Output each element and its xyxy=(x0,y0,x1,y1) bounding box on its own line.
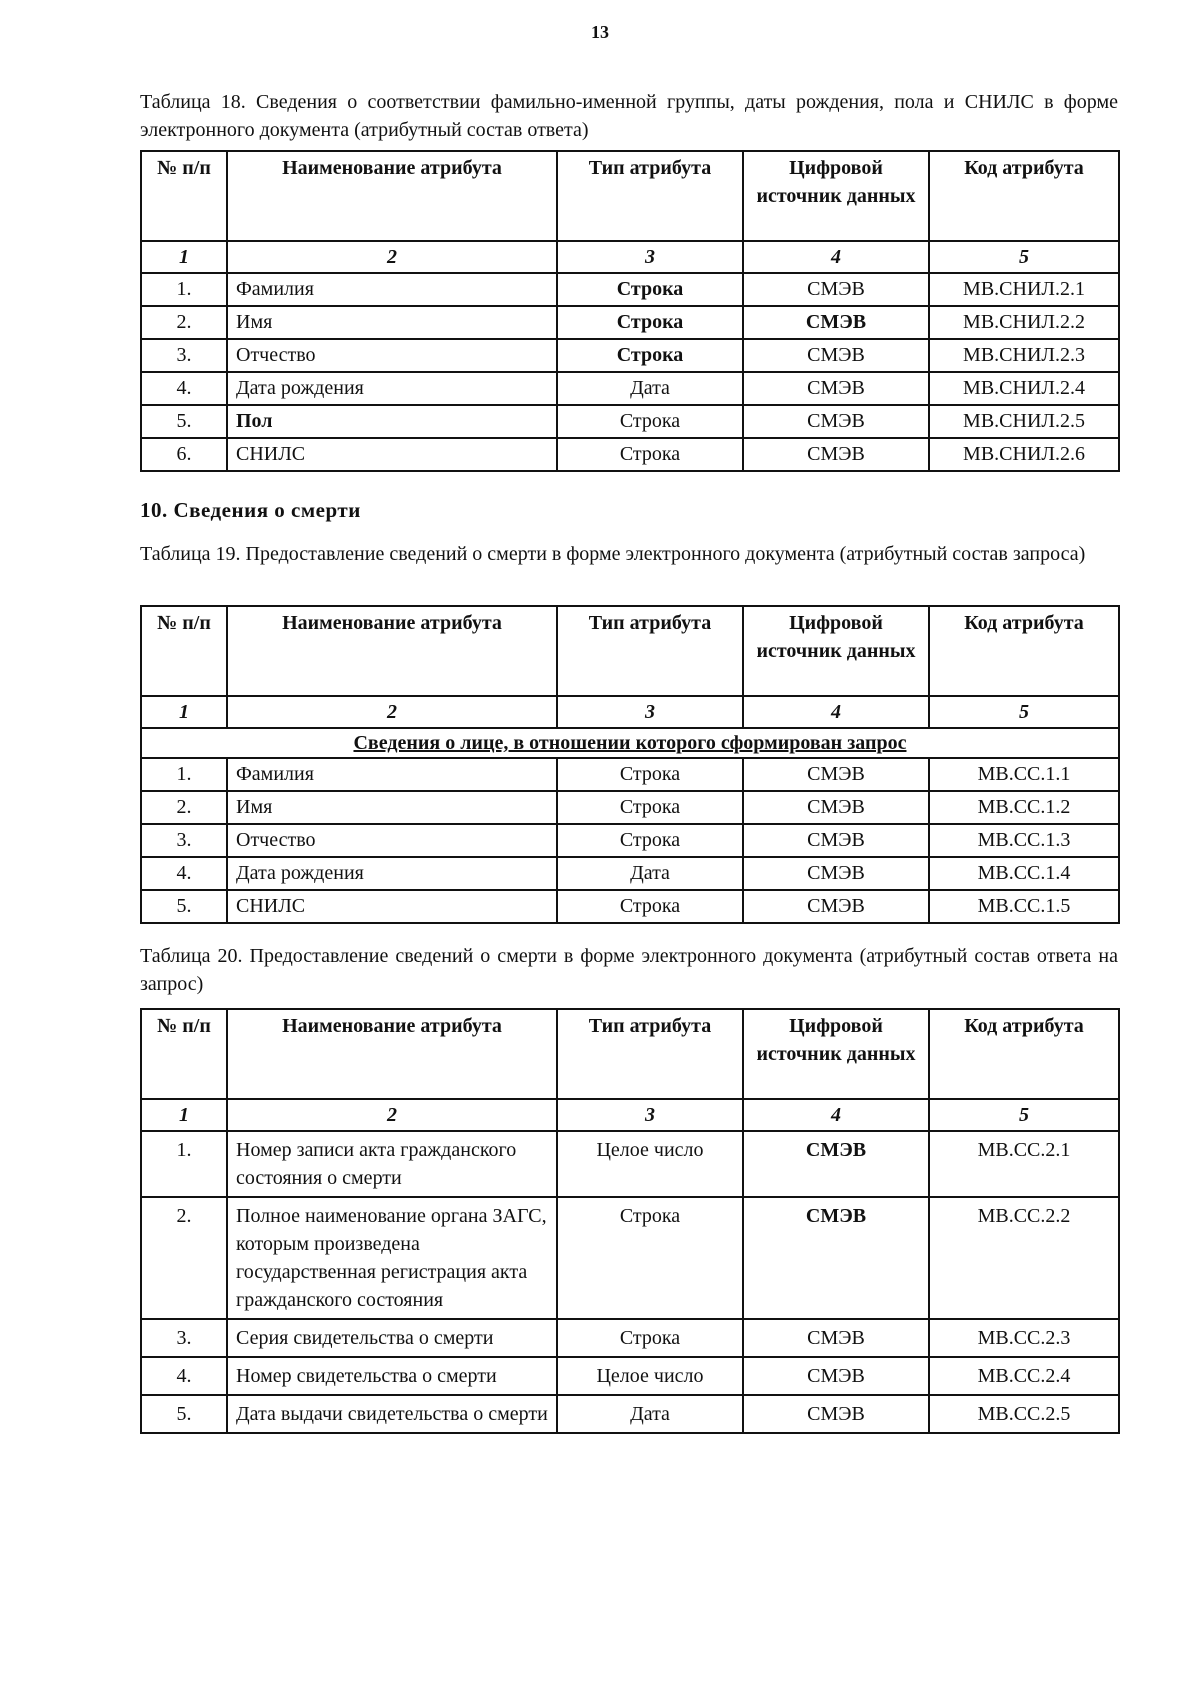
data-source: СМЭВ xyxy=(743,306,929,339)
attribute-code: МВ.СНИЛ.2.4 xyxy=(929,372,1119,405)
attribute-type: Дата xyxy=(557,857,743,890)
attribute-name: Дата рождения xyxy=(227,372,557,405)
header-cell: Наименование атрибута xyxy=(227,606,557,696)
attribute-name: Фамилия xyxy=(227,758,557,791)
page-number: 13 xyxy=(591,22,609,42)
attribute-name: Номер записи акта гражданского состояния о смерти xyxy=(227,1131,557,1197)
data-source: СМЭВ xyxy=(743,1197,929,1319)
attribute-type: Строка xyxy=(557,1319,743,1357)
data-source: СМЭВ xyxy=(743,824,929,857)
table20-number-row xyxy=(141,1099,1119,1131)
row-number: 5. xyxy=(141,1395,227,1433)
table-row xyxy=(141,1357,1119,1395)
row-number: 1. xyxy=(141,758,227,791)
header-cell: Наименование атрибута xyxy=(227,151,557,241)
data-source: СМЭВ xyxy=(743,890,929,923)
row-number: 4. xyxy=(141,1357,227,1395)
table-row xyxy=(141,1131,1119,1197)
attribute-name: Серия свидетельства о смерти xyxy=(227,1319,557,1357)
section-title: 10. Сведения о смерти xyxy=(140,498,361,522)
attribute-type: Строка xyxy=(557,824,743,857)
attribute-type: Строка xyxy=(557,438,743,471)
data-source: СМЭВ xyxy=(743,791,929,824)
column-number: 4 xyxy=(743,1099,929,1131)
attribute-type: Строка xyxy=(557,273,743,306)
data-source: СМЭВ xyxy=(743,1395,929,1433)
column-number: 2 xyxy=(227,241,557,273)
attribute-type: Строка xyxy=(557,758,743,791)
column-number: 1 xyxy=(141,241,227,273)
column-number: 2 xyxy=(227,696,557,728)
attribute-name: Пол xyxy=(227,405,557,438)
column-number: 5 xyxy=(929,1099,1119,1131)
header-cell: Цифровой источник данных xyxy=(743,151,929,241)
header-cell: Цифровой источник данных xyxy=(743,606,929,696)
table-row xyxy=(141,791,1119,824)
table18-header-row xyxy=(141,151,1119,241)
table-row xyxy=(141,372,1119,405)
attribute-type: Строка xyxy=(557,405,743,438)
column-number: 5 xyxy=(929,241,1119,273)
header-cell: № п/п xyxy=(141,151,227,241)
attribute-type: Целое число xyxy=(557,1357,743,1395)
attribute-name: Номер свидетельства о смерти xyxy=(227,1357,557,1395)
table-row xyxy=(141,890,1119,923)
attribute-type: Дата xyxy=(557,1395,743,1433)
table-row xyxy=(141,824,1119,857)
attribute-name: Имя xyxy=(227,306,557,339)
header-cell: Код атрибута xyxy=(929,1009,1119,1099)
attribute-type: Строка xyxy=(557,339,743,372)
table-row xyxy=(141,438,1119,471)
column-number: 3 xyxy=(557,241,743,273)
table19-caption: Таблица 19. Предоставление сведений о смерти в форме электронного документа (атрибутный состав запроса) xyxy=(140,543,1086,565)
header-cell: Код атрибута xyxy=(929,151,1119,241)
table20 xyxy=(140,1008,1120,1434)
row-number: 1. xyxy=(141,273,227,306)
column-number: 3 xyxy=(557,696,743,728)
header-cell: Код атрибута xyxy=(929,606,1119,696)
attribute-code: МВ.СНИЛ.2.2 xyxy=(929,306,1119,339)
table-row xyxy=(141,306,1119,339)
row-number: 5. xyxy=(141,405,227,438)
attribute-code: МВ.СС.2.5 xyxy=(929,1395,1119,1433)
attribute-code: МВ.СС.1.4 xyxy=(929,857,1119,890)
table19-header-row xyxy=(141,606,1119,696)
attribute-name: Полное наименование органа ЗАГС, которым произведена государственная регистрация акта гражданского состояния xyxy=(227,1197,557,1319)
header-cell: № п/п xyxy=(141,1009,227,1099)
attribute-code: МВ.СС.2.2 xyxy=(929,1197,1119,1319)
column-number: 4 xyxy=(743,696,929,728)
section-row-label: Сведения о лице, в отношении которого сформирован запрос xyxy=(141,728,1119,758)
table-row xyxy=(141,1319,1119,1357)
attribute-code: МВ.СС.2.4 xyxy=(929,1357,1119,1395)
data-source: СМЭВ xyxy=(743,1131,929,1197)
table-row xyxy=(141,1197,1119,1319)
header-cell: Тип атрибута xyxy=(557,1009,743,1099)
column-number: 1 xyxy=(141,1099,227,1131)
attribute-name: Имя xyxy=(227,791,557,824)
row-number: 2. xyxy=(141,791,227,824)
attribute-code: МВ.СС.1.5 xyxy=(929,890,1119,923)
column-number: 3 xyxy=(557,1099,743,1131)
attribute-code: МВ.СНИЛ.2.5 xyxy=(929,405,1119,438)
row-number: 6. xyxy=(141,438,227,471)
attribute-name: Отчество xyxy=(227,339,557,372)
row-number: 2. xyxy=(141,306,227,339)
row-number: 3. xyxy=(141,339,227,372)
table-row xyxy=(141,857,1119,890)
attribute-type: Строка xyxy=(557,306,743,339)
table20-caption: Таблица 20. Предоставление сведений о смерти в форме электронного документа (атрибутный состав ответа на запрос) xyxy=(140,945,1118,995)
attribute-code: МВ.СС.1.1 xyxy=(929,758,1119,791)
column-number: 5 xyxy=(929,696,1119,728)
data-source: СМЭВ xyxy=(743,339,929,372)
table19 xyxy=(140,605,1120,924)
attribute-code: МВ.СС.1.2 xyxy=(929,791,1119,824)
row-number: 5. xyxy=(141,890,227,923)
row-number: 3. xyxy=(141,1319,227,1357)
attribute-type: Дата xyxy=(557,372,743,405)
column-number: 2 xyxy=(227,1099,557,1131)
data-source: СМЭВ xyxy=(743,758,929,791)
header-cell: Тип атрибута xyxy=(557,606,743,696)
data-source: СМЭВ xyxy=(743,372,929,405)
attribute-name: СНИЛС xyxy=(227,438,557,471)
table19-section-row xyxy=(141,728,1119,758)
attribute-code: МВ.СС.1.3 xyxy=(929,824,1119,857)
attribute-type: Целое число xyxy=(557,1131,743,1197)
table19-number-row xyxy=(141,696,1119,728)
attribute-name: Дата рождения xyxy=(227,857,557,890)
row-number: 3. xyxy=(141,824,227,857)
data-source: СМЭВ xyxy=(743,405,929,438)
attribute-code: МВ.СНИЛ.2.1 xyxy=(929,273,1119,306)
header-cell: № п/п xyxy=(141,606,227,696)
table18-number-row xyxy=(141,241,1119,273)
attribute-type: Строка xyxy=(557,890,743,923)
data-source: СМЭВ xyxy=(743,438,929,471)
data-source: СМЭВ xyxy=(743,273,929,306)
table-row xyxy=(141,758,1119,791)
attribute-code: МВ.СС.2.3 xyxy=(929,1319,1119,1357)
attribute-name: СНИЛС xyxy=(227,890,557,923)
data-source: СМЭВ xyxy=(743,1357,929,1395)
row-number: 2. xyxy=(141,1197,227,1319)
table20-header-row xyxy=(141,1009,1119,1099)
attribute-code: МВ.СС.2.1 xyxy=(929,1131,1119,1197)
data-source: СМЭВ xyxy=(743,1319,929,1357)
attribute-code: МВ.СНИЛ.2.3 xyxy=(929,339,1119,372)
attribute-name: Дата выдачи свидетельства о смерти xyxy=(227,1395,557,1433)
row-number: 4. xyxy=(141,857,227,890)
table-row xyxy=(141,273,1119,306)
row-number: 1. xyxy=(141,1131,227,1197)
column-number: 1 xyxy=(141,696,227,728)
header-cell: Наименование атрибута xyxy=(227,1009,557,1099)
row-number: 4. xyxy=(141,372,227,405)
attribute-type: Строка xyxy=(557,1197,743,1319)
attribute-type: Строка xyxy=(557,791,743,824)
table-row xyxy=(141,339,1119,372)
column-number: 4 xyxy=(743,241,929,273)
table-row xyxy=(141,405,1119,438)
attribute-name: Отчество xyxy=(227,824,557,857)
attribute-name: Фамилия xyxy=(227,273,557,306)
attribute-code: МВ.СНИЛ.2.6 xyxy=(929,438,1119,471)
table-row xyxy=(141,1395,1119,1433)
data-source: СМЭВ xyxy=(743,857,929,890)
table18 xyxy=(140,150,1120,472)
header-cell: Цифровой источник данных xyxy=(743,1009,929,1099)
header-cell: Тип атрибута xyxy=(557,151,743,241)
table18-caption: Таблица 18. Сведения о соответствии фамильно-именной группы, даты рождения, пола и СНИЛС в форме электронного документа (атрибутный состав ответа) xyxy=(140,91,1118,141)
